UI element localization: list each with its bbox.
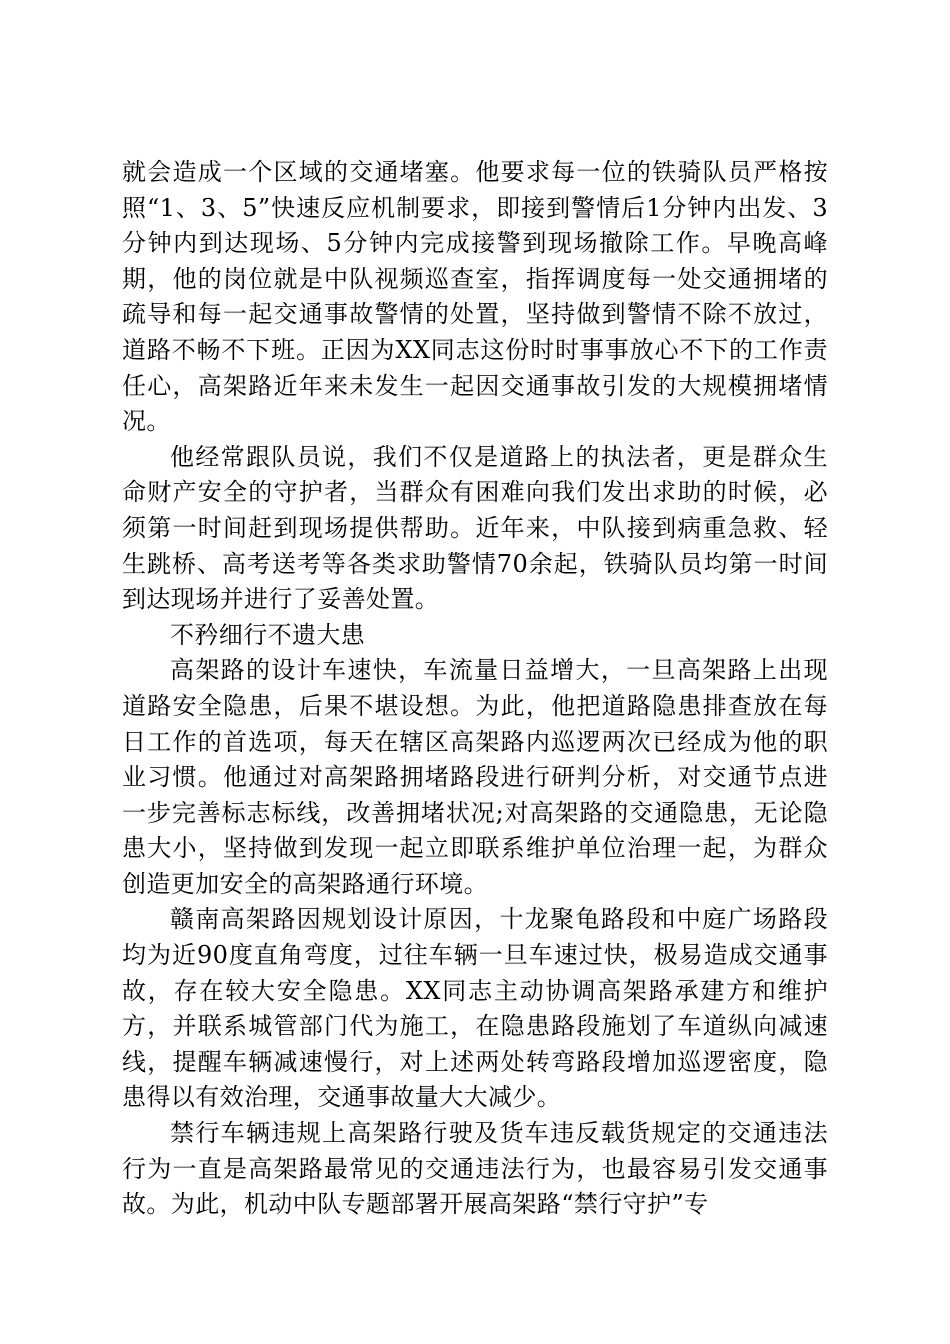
- paragraph-prohibited-vehicles: 禁行车辆违规上高架路行驶及货车违反载货规定的交通违法行为一直是高架路最常见的交通违法行为，也最容易引发交通事故。为此，机动中队专题部署开展高架路“禁行守护”专: [122, 1119, 828, 1219]
- paragraph-help-response: 他经常跟队员说，我们不仅是道路上的执法者，更是群众生命财产安全的守护者，当群众有困难向我们发出求助的时候，必须第一时间赶到现场提供帮助。近年来，中队接到病重急救、轻生跳桥、高考送考等各类求助警情70余起，铁骑队员均第一时间到达现场并进行了妥善处置。: [122, 442, 828, 614]
- paragraph-gannan-viaduct: 赣南高架路因规划设计原因，十龙聚龟路段和中庭广场路段均为近90度直角弯度，过往车辆一旦车速过快，极易造成交通事故，存在较大安全隐患。XX同志主动协调高架路承建方和维护方，并联系城管部门代为施工，在隐患路段施划了车道纵向减速线，提醒车辆减速慢行，对上述两处转弯路段增加巡逻密度，隐患得以有效治理，交通事故量大大减少。: [122, 905, 828, 1112]
- paragraph-hazard-inspection: 高架路的设计车速快，车流量日益增大，一旦高架路上出现道路安全隐患，后果不堪设想。为此，他把道路隐患排查放在每日工作的首选项，每天在辖区高架路内巡逻两次已经成为他的职业习惯。他通过对高架路拥堵路段进行研判分析，对交通节点进一步完善标志标线，改善拥堵状况;对高架路的交通隐患，无论隐患大小，坚持做到发现一起立即联系维护单位治理一起，为群众创造更加安全的高架路通行环境。: [122, 656, 828, 898]
- section-heading: 不矜细行不遗大患: [170, 620, 366, 649]
- document-page: [122, 155, 828, 1223]
- paragraph-continuation: 就会造成一个区域的交通堵塞。他要求每一位的铁骑队员严格按照“1、3、5”快速反应机制要求，即接到警情后1分钟内出发、3分钟内到达现场、5分钟内完成接警到现场撤除工作。早晚高峰期，他的岗位就是中队视频巡查室，指挥调度每一处交通拥堵的疏导和每一起交通事故警情的处置，坚持做到警情不除不放过，道路不畅不下班。正因为XX同志这份时时事事放心不下的工作责任心，高架路近年来未发生一起因交通事故引发的大规模拥堵情况。: [122, 158, 828, 436]
